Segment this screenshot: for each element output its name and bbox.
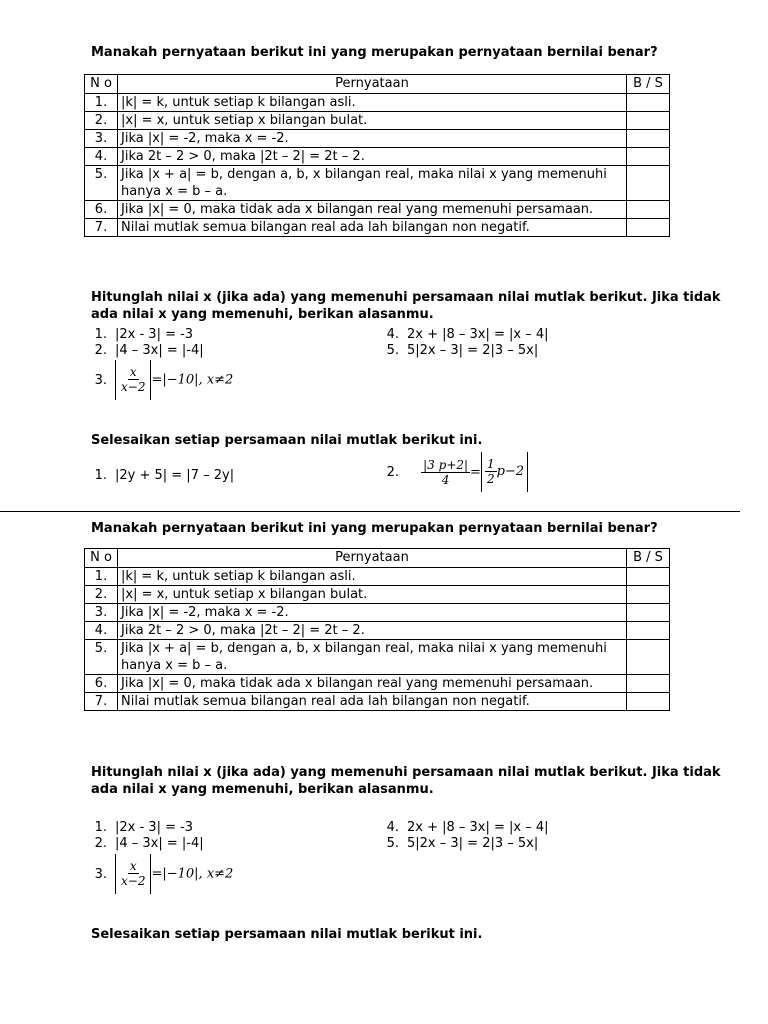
table-row: 6. Jika |x| = 0, maka tidak ada x bilangan real yang memenuhi persamaan. bbox=[85, 201, 670, 219]
q2-title: Hitunglah nilai x (jika ada) yang memenuhi persamaan nilai mutlak berikut. Jika tidak ada nilai x yang memenuhi, berikan alasanmu. bbox=[91, 290, 721, 322]
answer-cell[interactable] bbox=[627, 622, 670, 640]
q2-item-4: 4. 2x + |8 – 3x| = |x – 4| bbox=[386, 327, 549, 342]
table-header-row bbox=[85, 549, 670, 568]
table-row: 5. Jika |x + a| = b, dengan a, b, x bilangan real, maka nilai x yang memenuhi hanya x = b – a. bbox=[85, 166, 670, 201]
q2-item-2: 2. |4 – 3x| = |-4| bbox=[94, 343, 204, 358]
statement-table bbox=[84, 74, 670, 237]
table-row: 4. Jika 2t – 2 > 0, maka |2t – 2| = 2t – 2. bbox=[85, 622, 670, 640]
table-row: 3. Jika |x| = -2, maka x = -2. bbox=[85, 604, 670, 622]
q1-title: Manakah pernyataan berikut ini yang merupakan pernyataan bernilai benar? bbox=[91, 521, 658, 536]
answer-cell[interactable] bbox=[627, 112, 670, 130]
table-row: 3. Jika |x| = -2, maka x = -2. bbox=[85, 130, 670, 148]
answer-cell[interactable] bbox=[627, 693, 670, 711]
q2-item-2: 2. |4 – 3x| = |-4| bbox=[94, 836, 204, 851]
answer-cell[interactable] bbox=[627, 675, 670, 693]
q2-item-1: 1. |2x - 3| = -3 bbox=[94, 327, 194, 342]
answer-cell[interactable] bbox=[627, 640, 670, 675]
answer-cell[interactable] bbox=[627, 148, 670, 166]
table-row: 4. Jika 2t – 2 > 0, maka |2t – 2| = 2t – 2. bbox=[85, 148, 670, 166]
q2-item-5: 5. 5|2x – 3| = 2|3 – 5x| bbox=[386, 836, 539, 851]
q1-title: Manakah pernyataan berikut ini yang merupakan pernyataan bernilai benar? bbox=[91, 45, 658, 60]
col-statement-header: Pernyataan bbox=[118, 549, 627, 568]
answer-cell[interactable] bbox=[627, 568, 670, 586]
answer-cell[interactable] bbox=[627, 201, 670, 219]
col-no-header: N o bbox=[85, 549, 118, 568]
table-row: 1. |k| = k, untuk setiap k bilangan asli. bbox=[85, 568, 670, 586]
q2-item-5: 5. 5|2x – 3| = 2|3 – 5x| bbox=[386, 343, 539, 358]
table-row: 7. Nilai mutlak semua bilangan real ada lah bilangan non negatif. bbox=[85, 219, 670, 237]
q2-item-1: 1. |2x - 3| = -3 bbox=[94, 820, 194, 835]
answer-cell[interactable] bbox=[627, 604, 670, 622]
table-row: 7. Nilai mutlak semua bilangan real ada lah bilangan non negatif. bbox=[85, 693, 670, 711]
q2-item-4: 4. 2x + |8 – 3x| = |x – 4| bbox=[386, 820, 549, 835]
q2-item-3: 3. $\frac{x}{x-2}$ =|−10|, x≠2 bbox=[85, 854, 233, 895]
q2-title: Hitunglah nilai x (jika ada) yang memenuhi persamaan nilai mutlak berikut. Jika tidak ada nilai x yang memenuhi, berikan alasanmu. bbox=[91, 765, 721, 797]
q3-item-2: 2. $\frac{|3 p+2|}{4}$ = $\frac{1}{2}$ p−2 bbox=[377, 452, 528, 493]
table-row: 2. |x| = x, untuk setiap x bilangan bulat. bbox=[85, 586, 670, 604]
col-bs-header: B / S bbox=[627, 75, 670, 94]
worksheet-top bbox=[0, 0, 768, 510]
q2-item-3: 3. $\frac{x}{x-2}$ =|−10|, x≠2 bbox=[85, 360, 233, 401]
answer-cell[interactable] bbox=[627, 130, 670, 148]
q3-item-1: 1. |2y + 5| = |7 – 2y| bbox=[94, 468, 235, 483]
col-no-header: N o bbox=[85, 75, 118, 94]
table-row: 5. Jika |x + a| = b, dengan a, b, x bilangan real, maka nilai x yang memenuhi hanya x = b – a. bbox=[85, 640, 670, 675]
table-row: 6. Jika |x| = 0, maka tidak ada x bilangan real yang memenuhi persamaan. bbox=[85, 675, 670, 693]
statement-table bbox=[84, 548, 670, 711]
q3-title: Selesaikan setiap persamaan nilai mutlak berikut ini. bbox=[91, 927, 483, 942]
table-row: 2. |x| = x, untuk setiap x bilangan bulat. bbox=[85, 112, 670, 130]
answer-cell[interactable] bbox=[627, 166, 670, 201]
answer-cell[interactable] bbox=[627, 94, 670, 112]
answer-cell[interactable] bbox=[627, 586, 670, 604]
col-bs-header: B / S bbox=[627, 549, 670, 568]
table-row: 1. |k| = k, untuk setiap k bilangan asli. bbox=[85, 94, 670, 112]
table-header-row bbox=[85, 75, 670, 94]
worksheet-bottom bbox=[0, 512, 768, 1024]
col-statement-header: Pernyataan bbox=[118, 75, 627, 94]
answer-cell[interactable] bbox=[627, 219, 670, 237]
q3-title: Selesaikan setiap persamaan nilai mutlak berikut ini. bbox=[91, 433, 483, 448]
